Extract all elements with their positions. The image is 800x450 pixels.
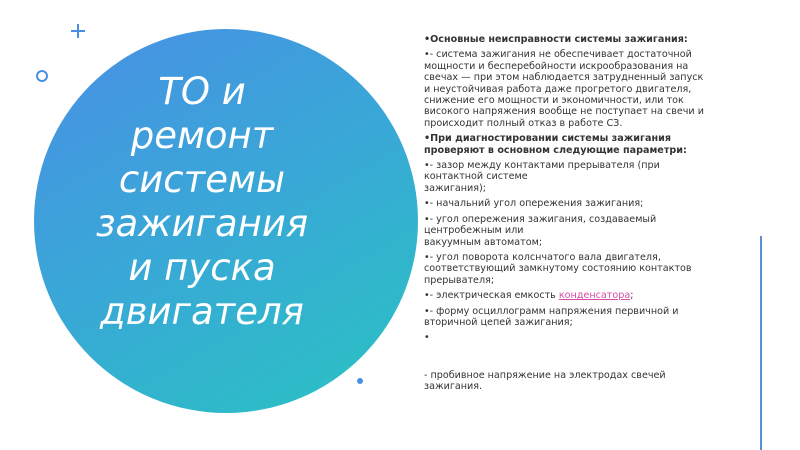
dot-icon [357,378,363,384]
spacer [424,348,724,370]
slide-title: ТО и ремонт системы зажигания и пуска двигателя [95,70,309,333]
list-item-last: - пробивное напряжение на электродах свечей зажигания. [424,369,666,393]
faults-paragraph: •- система зажигания не обеспечивает достаточной мощности и бесперебойности искрообразования на свечах — при этом наблюдается затрудненный запуск и неустойчивая работа даже прогретого двигателя, снижение его мощности и экономичности, или ток високого напряжения вообще не поступает на свечи и происходит полный отказ в работе СЗ. [424,49,704,129]
plus-icon [71,24,85,38]
empty-bullet: • [424,332,430,344]
list-item: •- начальний угол опережения зажигания; [424,198,644,210]
list-item-capacity [424,290,724,301]
list-item: •- угол опережения зажигания, создаваемый центробежным или вакуумным автоматом; [424,213,657,248]
heading-faults: •Основные неисправности системы зажигания: [424,34,688,45]
accent-line [760,236,762,450]
ring-icon [36,70,48,82]
list-item: •- форму осциллограмм напряжения первичной и вторичной цепей зажигания; [424,305,679,328]
heading-diagnostics: •При диагностировании системы зажигания проверяют в основном следующие параметри: [424,133,687,156]
capacity-text: •- электрическая емкость [424,290,559,302]
list-item: •- угол поворота колснчатого вала двигателя, соответствующий замкнутому состоянию контактов прерывателя; [424,251,692,286]
list-item: •- зазор между контактами прерывателя (при контактной системе зажигания); [424,160,660,194]
capacitor-link[interactable]: конденсатора [558,290,631,302]
capacity-suffix: ; [630,290,634,302]
content-text [424,34,724,397]
